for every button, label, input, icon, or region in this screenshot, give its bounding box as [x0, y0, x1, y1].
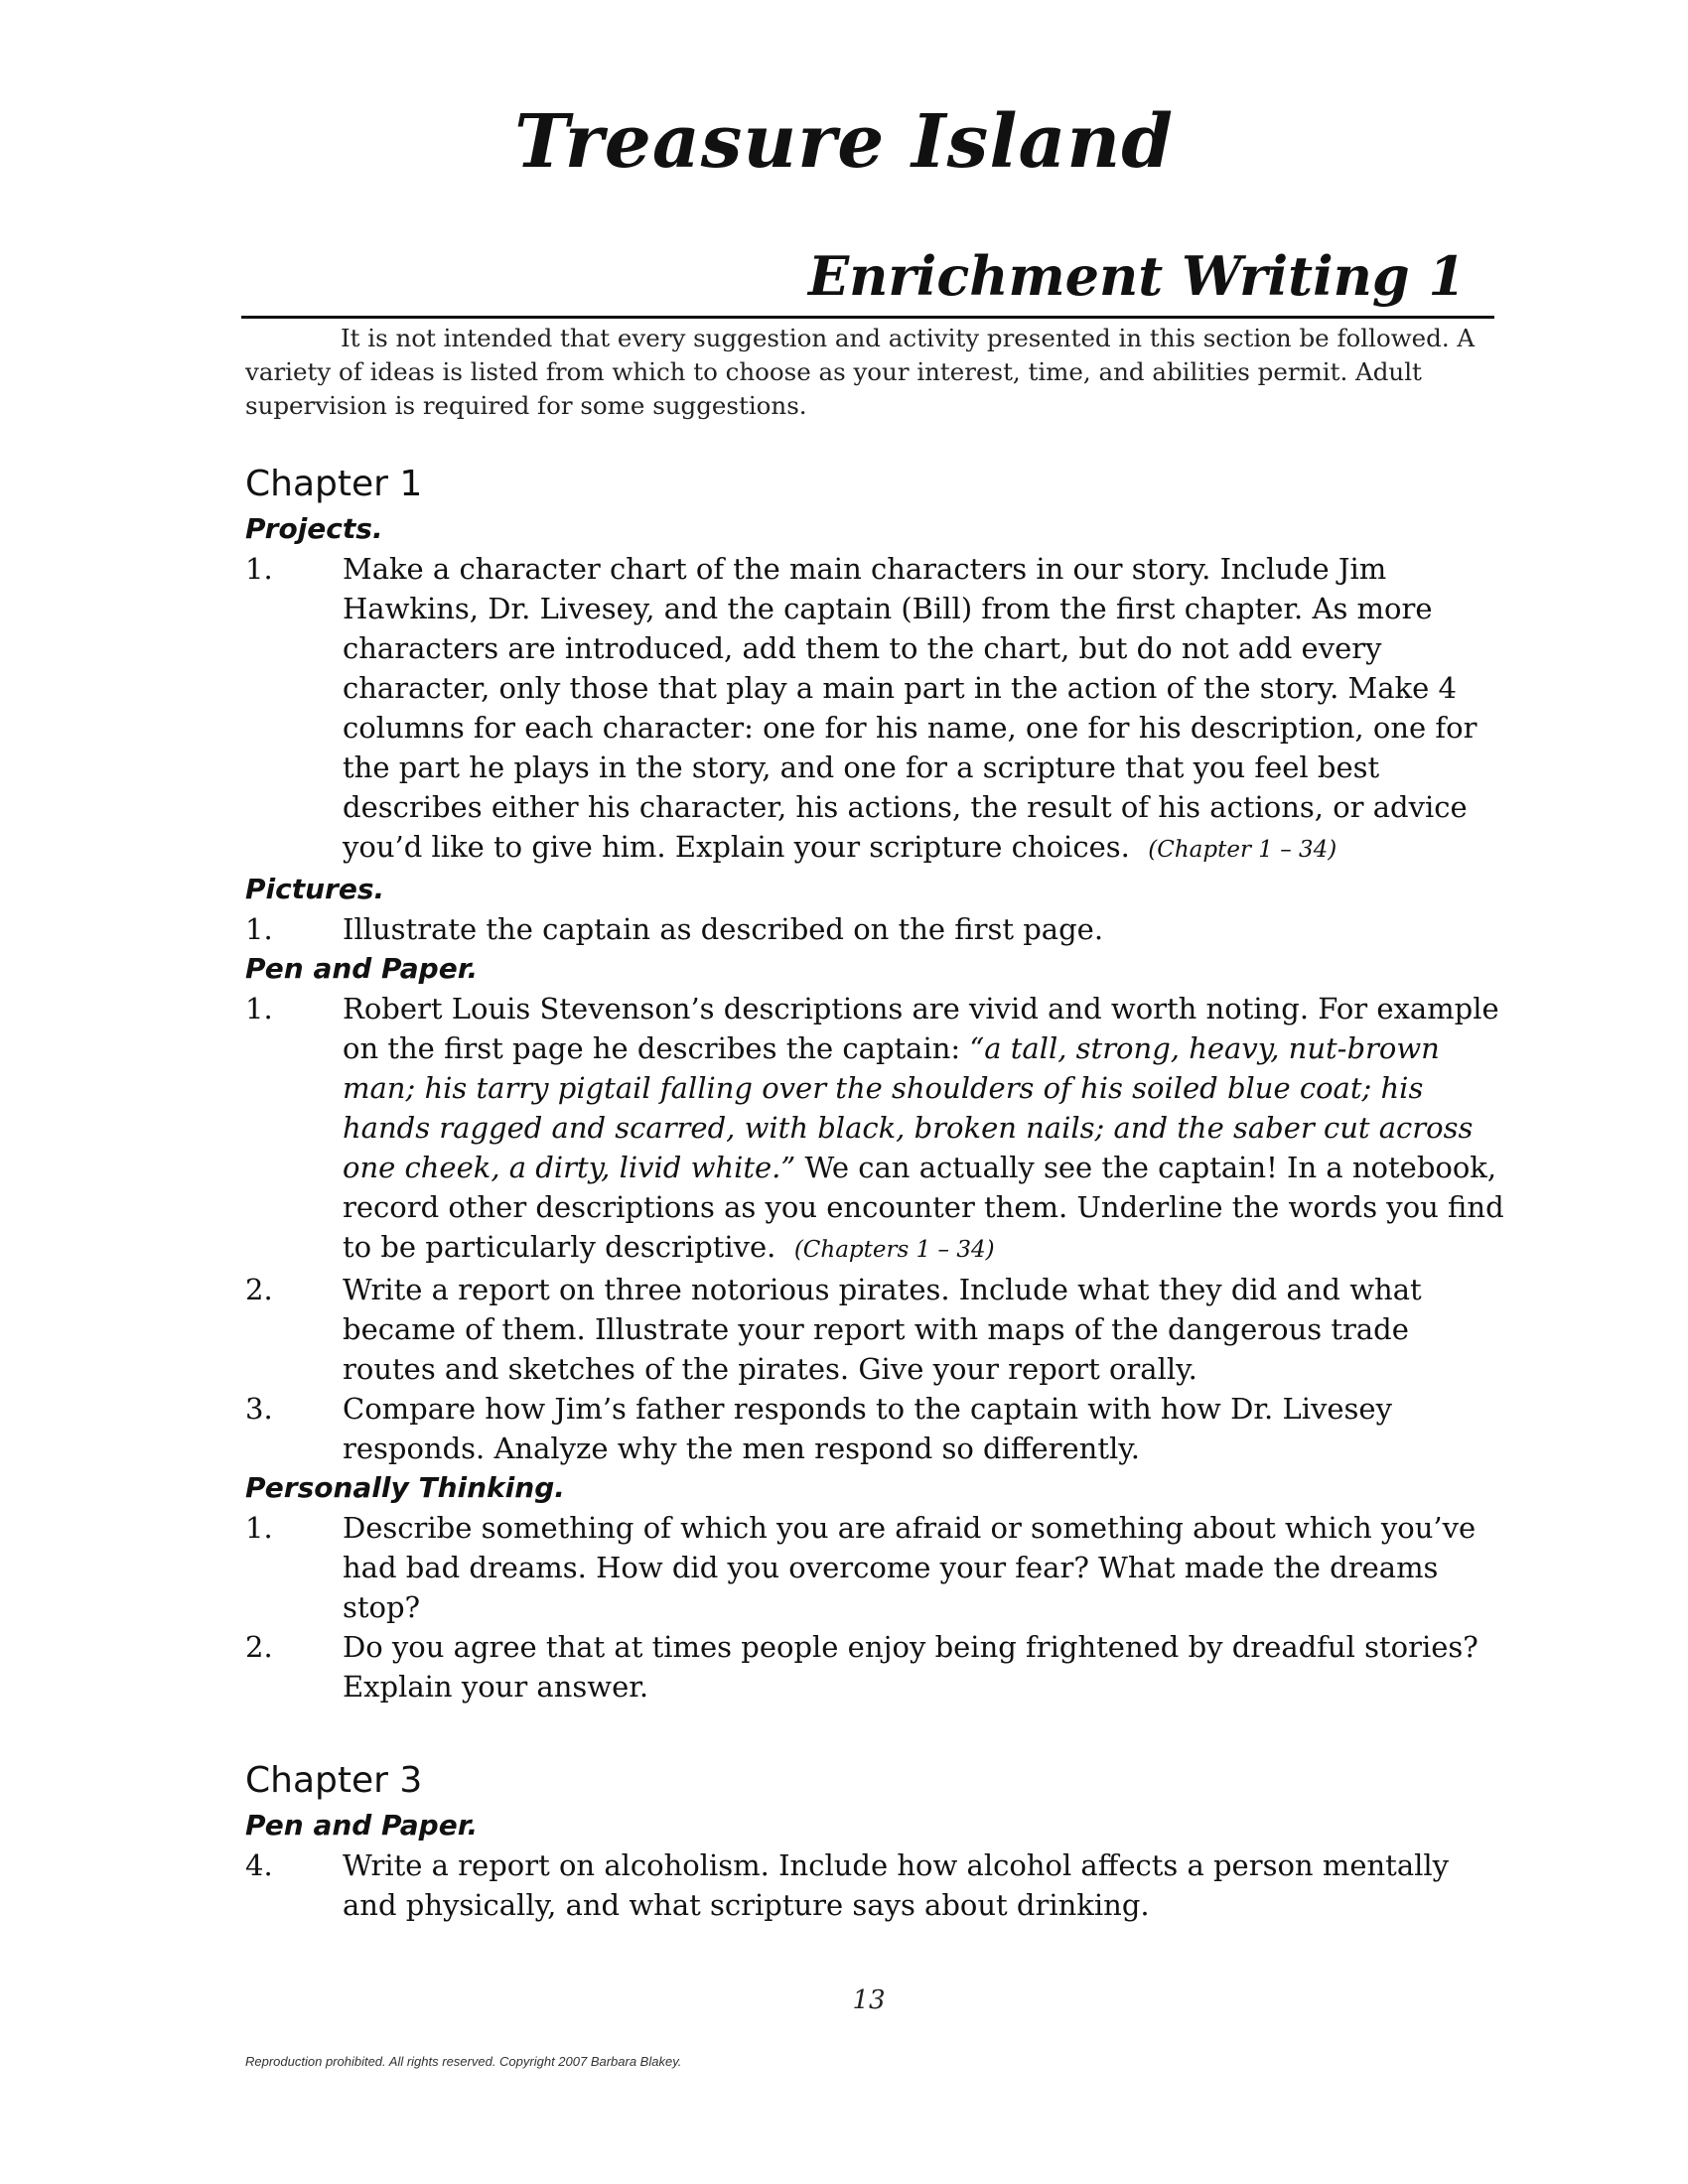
- list-item: [245, 1270, 1506, 1389]
- pictures-heading: Pictures.: [245, 873, 385, 905]
- list-item: [245, 1627, 1506, 1706]
- list-item: [245, 1845, 1506, 1925]
- page-number: 13: [852, 1985, 886, 2015]
- page-title: Treasure Island: [514, 99, 1174, 185]
- item-number: 1.: [245, 912, 273, 946]
- item-text: Describe something of which you are afraid or something about which you’ve had bad dreams. How did you overcome your fear? What made the dreams stop?: [343, 1511, 1477, 1624]
- list-item: [245, 549, 1506, 870]
- chapter-1-heading: Chapter 1: [245, 464, 423, 504]
- item-number: 3.: [245, 1392, 273, 1426]
- item-number: 4.: [245, 1848, 273, 1882]
- copyright-footer: Reproduction prohibited. All rights reserved. Copyright 2007 Barbara Blakey.: [245, 2054, 682, 2069]
- item-text: Do you agree that at times people enjoy being frightened by dreadful stories? Explain your answer.: [343, 1630, 1478, 1704]
- item-text: Write a report on three notorious pirates. Include what they did and what became of them. Illustrate your report with maps of the dangerous trade routes and sketches of the pirates. Give your report orally.: [343, 1273, 1422, 1386]
- chapter-reference: (Chapters 1 – 34): [793, 1237, 995, 1263]
- chapter-3-heading: Chapter 3: [245, 1760, 423, 1801]
- list-item: [245, 1508, 1506, 1627]
- title-rule: [241, 316, 1494, 319]
- item-number: 1.: [245, 992, 273, 1025]
- item-number: 2.: [245, 1273, 273, 1306]
- projects-heading: Projects.: [245, 512, 383, 545]
- personally-thinking-heading: Personally Thinking.: [245, 1471, 565, 1504]
- item-number: 1.: [245, 1511, 273, 1545]
- item-text: Write a report on alcoholism. Include how alcohol affects a person mentally and physically, and what scripture says about drinking.: [343, 1848, 1450, 1922]
- list-item: [245, 909, 1506, 949]
- main-content: [245, 460, 1506, 1925]
- item-body: Robert Louis Stevenson’s descriptions are vivid and worth noting. For example on the first page he describes the captain:: [343, 992, 1499, 1065]
- intro-text: It is not intended that every suggestion and activity presented in this section be followed. A variety of ideas is listed from which to choose as your interest, time, and abilities permit. Adult supervision is required for some suggestions.: [245, 324, 1476, 420]
- pen-and-paper-heading: Pen and Paper.: [245, 1809, 479, 1842]
- list-item: [245, 989, 1506, 1270]
- item-body: Make a character chart of the main characters in our story. Include Jim Hawkins, Dr. Livesey, and the captain (Bill) from the first chapter. As more characters are introduced, add them to the chart, but do not add every character, only those that play a main part in the action of the story. Make 4 columns for each character: one for his name, one for his description, one for the part he plays in the story, and one for a scripture that you feel best describes either his character, his actions, the result of his actions, or advice you’d like to give him. Explain your scripture choices.: [343, 552, 1477, 864]
- item-text: [343, 989, 1506, 1270]
- item-text: Illustrate the captain as described on the first page.: [343, 912, 1104, 946]
- captain-quote: “a tall, strong, heavy, nut-brown man; his tarry pigtail falling over the shoulders of his soiled blue coat; his hands ragged and scarred, with black, broken nails; and the saber cut across one cheek, a dirty, livid white.”: [343, 1031, 1474, 1184]
- item-text: Compare how Jim’s father responds to the captain with how Dr. Livesey responds. Analyze why the men respond so differently.: [343, 1392, 1392, 1465]
- item-number: 2.: [245, 1630, 273, 1664]
- section-gap: [245, 1706, 1506, 1756]
- item-body-continued: We can actually see the captain! In a notebook, record other descriptions as you encounter them. Underline the words you find to be particularly descriptive.: [343, 1151, 1504, 1264]
- intro-paragraph: [245, 322, 1504, 423]
- pen-and-paper-heading: Pen and Paper.: [245, 952, 479, 985]
- list-item: [245, 1389, 1506, 1468]
- page-subtitle: Enrichment Writing 1: [807, 244, 1466, 308]
- chapter-reference: (Chapter 1 – 34): [1148, 837, 1337, 863]
- item-text: [343, 549, 1506, 870]
- item-number: 1.: [245, 552, 273, 586]
